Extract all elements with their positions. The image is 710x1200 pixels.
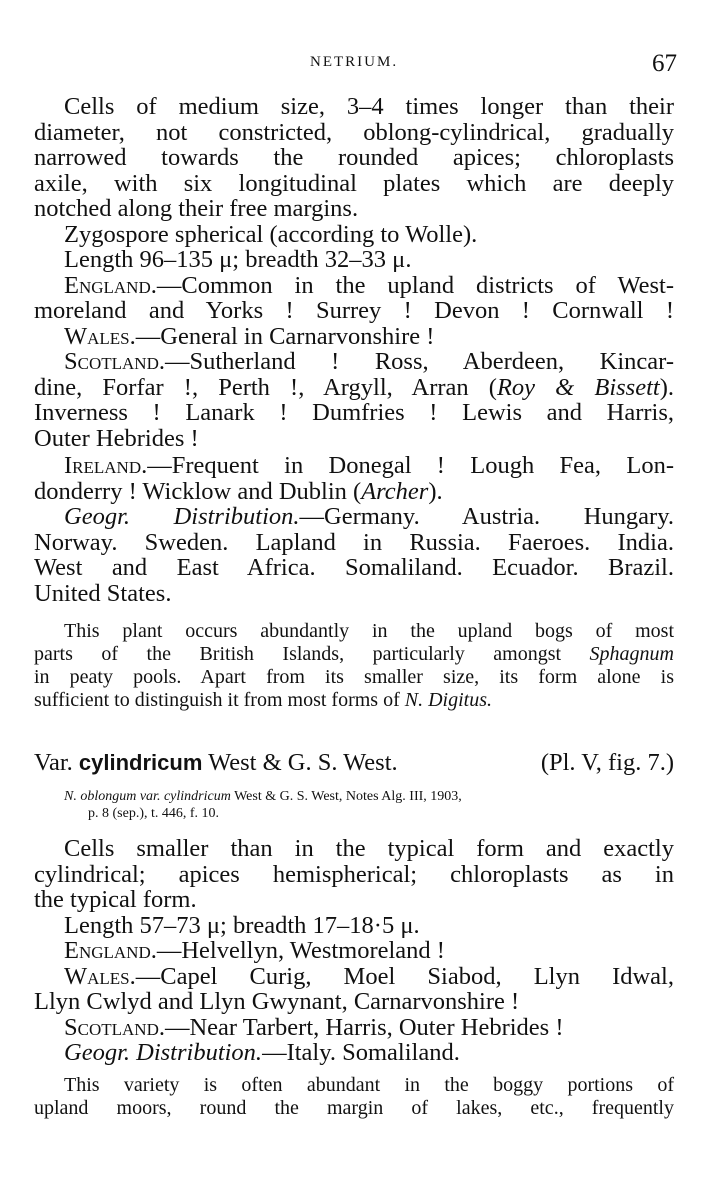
text-line: —Sutherland ! Ross, Aberdeen, Kincar- — [164, 348, 674, 375]
text-line: United States. — [34, 579, 172, 607]
variety-wales-record — [34, 964, 674, 1015]
distribution-record — [34, 504, 674, 606]
species-description — [34, 94, 674, 222]
text-line: This plant occurs abundantly in the upland bogs of most — [64, 620, 674, 642]
variety-note — [34, 1074, 674, 1120]
variety-authority: West & G. S. West. — [202, 749, 398, 776]
text-line: Inverness ! Lanark ! Dumfries ! Lewis and Harris, — [34, 399, 674, 426]
variety-distribution-record — [34, 1040, 674, 1066]
species-name: N. Digitus. — [404, 689, 492, 711]
collector-names: Roy & Bissett — [496, 373, 660, 401]
region-label: Ireland. — [64, 452, 148, 479]
text-fragment: ). — [428, 477, 443, 505]
text-line: —Near Tarbert, Harris, Outer Hebrides ! — [164, 1013, 564, 1041]
text-line: —Common in the upland districts of West- — [156, 271, 674, 299]
text-line: —Germany. Austria. Hungary. — [299, 503, 674, 530]
text-line: sufficient to distinguish it from most forms of — [34, 689, 405, 711]
wales-record — [34, 324, 674, 350]
region-label: Scotland. — [64, 1013, 165, 1041]
running-head: NETRIUM. — [310, 54, 399, 70]
text-line: narrowed towards the rounded apices; chloroplasts — [34, 144, 674, 171]
synonym-name: N. oblongum var. cylindricum — [64, 789, 231, 804]
distribution-label: Geogr. Distribution. — [64, 503, 300, 530]
zygospore-note: Zygospore spherical (according to Wolle). — [64, 220, 478, 248]
text-line: axile, with six longitudinal plates which are deeply — [34, 169, 674, 197]
text-line: This variety is often abundant in the boggy portions of — [64, 1073, 674, 1096]
text-line: Outer Hebrides ! — [34, 424, 199, 452]
region-label: Wales. — [64, 962, 136, 990]
page-header — [0, 50, 710, 80]
text-line: dine, Forfar !, Perth !, Argyll, Arran ( — [34, 373, 497, 401]
text-fragment: ). — [659, 373, 674, 401]
text-line: donderry ! Wicklow and Dublin ( — [34, 477, 362, 505]
species-note — [34, 620, 674, 712]
region-label: Wales. — [64, 322, 136, 350]
text-line: the typical form. — [34, 886, 197, 913]
ireland-record — [34, 453, 674, 504]
text-line: in peaty pools. Apart from its smaller size, its form alone is — [34, 666, 674, 688]
synonym-reference — [34, 788, 674, 822]
text-line: Llyn Cwlyd and Llyn Gwynant, Carnarvonshire ! — [34, 988, 520, 1015]
distribution-label: Geogr. Distribution. — [64, 1039, 263, 1066]
variety-dimensions: Length 57–73 μ; breadth 17–18·5 μ. — [64, 911, 420, 939]
text-line: Cells smaller than in the typical form and exactly — [64, 835, 674, 862]
text-line: West & G. S. West, Notes Alg. III, 1903, — [230, 789, 462, 804]
variety-heading — [34, 748, 674, 778]
text-line: cylindrical; apices hemispherical; chloroplasts as in — [34, 860, 674, 888]
text-line: Norway. Sweden. Lapland in Russia. Faeroes. India. — [34, 528, 674, 556]
text-line: p. 8 (sep.), t. 446, f. 10. — [88, 806, 220, 821]
england-record — [34, 273, 674, 324]
text-line: parts of the British Islands, particularly amongst — [34, 643, 590, 665]
text-line: Cells of medium size, 3–4 times longer than their — [64, 93, 674, 120]
text-line: —General in Carnarvonshire ! — [135, 322, 435, 350]
region-label: England. — [64, 271, 157, 299]
variety-prefix: Var. — [34, 749, 79, 776]
region-label: England. — [64, 937, 157, 964]
text-line: —Italy. Somaliland. — [262, 1039, 460, 1066]
page-body — [34, 94, 674, 1120]
text-line: —Helvellyn, Westmoreland ! — [156, 937, 445, 964]
plate-reference: (Pl. V, fig. 7.) — [540, 749, 674, 776]
text-line: diameter, not constricted, oblong-cylindrical, gradually — [34, 118, 674, 146]
text-line: West and East Africa. Somaliland. Ecuador. Brazil. — [34, 554, 674, 581]
text-line: —Frequent in Donegal ! Lough Fea, Lon- — [147, 452, 674, 479]
dimensions: Length 96–135 μ; breadth 32–33 μ. — [64, 246, 412, 273]
text-line: upland moors, round the margin of lakes, etc., frequently — [34, 1096, 674, 1119]
collector-name: Archer — [361, 477, 429, 505]
variety-scotland-record — [34, 1015, 674, 1041]
variety-name: cylindricum — [78, 750, 203, 775]
region-label: Scotland. — [64, 348, 165, 375]
text-line: —Capel Curig, Moel Siabod, Llyn Idwal, — [135, 962, 674, 990]
text-line: moreland and Yorks ! Surrey ! Devon ! Cornwall ! — [34, 297, 674, 324]
variety-england-record — [34, 938, 674, 964]
page-number: 67 — [652, 50, 677, 77]
text-line: notched along their free margins. — [34, 195, 359, 222]
genus-name: Sphagnum — [589, 643, 674, 665]
scotland-record — [34, 349, 674, 451]
variety-description — [34, 836, 674, 913]
